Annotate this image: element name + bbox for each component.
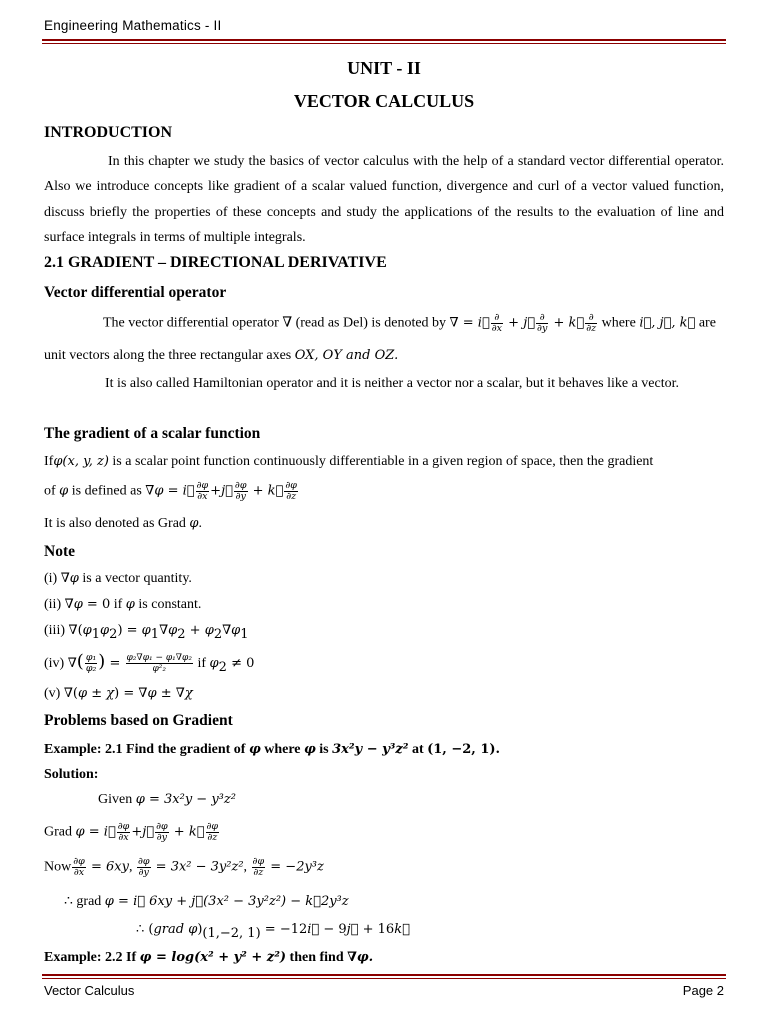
note-heading: Note [44,543,75,560]
solution-label: Solution: [44,767,99,782]
example-2-2: Example: 2.2 If φ = log(x² + y² + z²) then find ∇φ. [44,950,374,965]
chapter-title: VECTOR CALCULUS [293,91,475,111]
intro-heading: INTRODUCTION [44,124,173,141]
operator-heading: Vector differential operator [44,284,227,301]
gradient-line-1: Ifφ(x, y, z) is a scalar point function continuously differentiable in a given region of space, then the gradient [44,454,654,469]
example-2-1: Example: 2.1 Find the gradient of φ where φ is 3x²y − y³z² at (1, −2, 1). [44,742,501,757]
note-item-3: (iii) $\nabla(\varphi_1\varphi_2) = \varphi_1\nabla\varphi_2 + \varphi_2\nabla\varphi_1$ [44,623,249,642]
header-rule [42,39,726,41]
note-item-5: (v) ∇(φ ± χ) = ∇φ ± ∇χ [44,686,193,701]
footer-rule [42,974,726,976]
note-item-4: (iv) ∇( $\frac{\text{φ₁}}{\text{φ₂}}$ ) = $\frac{\text{φ₂∇φ₁ − φ₁∇φ₂}}{\text{φ²₂}}$ if $\varphi_2 \ne 0$ [44,651,255,675]
page-number: Page 2 [682,983,724,998]
unit-title: UNIT - II [347,58,421,78]
problems-heading: Problems based on Gradient [44,712,233,729]
operator-axes-line: unit vectors along the three rectangular axes OX, OY and OZ. [44,348,399,363]
gradient-heading: The gradient of a scalar function [44,425,261,442]
partials-line: Now $\frac{\partial\varphi}{\partial x}$ = 6xy, $\frac{\partial\varphi}{\partial y}$ = 3x² − 3y²z², $\frac{\partial\varphi}{\partial z}$ = −2y³z [44,856,324,878]
operator-definition-line: The vector differential operator ∇ (read as Del) is denoted by ∇ = i⃗ $\frac{\partial}{\partial x}$ + j⃗ $\frac{\partial}{\partial y}$ + k⃗ $\frac{\partial}{\partial z}$ where i⃗, j⃗, k⃗ are [103,312,716,334]
running-header: Engineering Mathematics - II [44,18,222,33]
grad-at-point-line: ∴ (grad $\varphi)_{(1,-2, 1)}$ = −12i⃗ − 9j⃗ + 16k⃗ [136,922,410,941]
grad-definition-line: Grad φ = i⃗ $\frac{\partial\varphi}{\partial x}$ +j⃗ $\frac{\partial\varphi}{\partial y}$ + k⃗ $\frac{\partial\varphi}{\partial z}$ [44,821,219,843]
header-rule-thin [42,43,726,44]
intro-paragraph: In this chapter we study the basics of vector calculus with the help of a standard vector differential operator. Also we introduce concepts like gradient of a scalar valued function, divergence and curl of a vector valued function, discuss briefly the properties of these concepts and study the applications of the results to the evaluation of line and surface integrals in terms of multiple integrals. [44,154,724,245]
note-item-2: (ii) ∇φ = 0 if φ is constant. [44,597,202,612]
footer-left: Vector Calculus [44,983,135,998]
note-item-1: (i) ∇φ is a vector quantity. [44,571,192,586]
operator-hamiltonian: It is also called Hamiltonian operator and it is neither a vector nor a scalar, but it behaves like a vector. [105,376,680,391]
footer-rule-thin [42,978,726,979]
gradient-line-2: of φ is defined as ∇φ = i⃗ $\frac{\partial\varphi}{\partial x}$ +j⃗ $\frac{\partial\varphi}{\partial y}$ + k⃗ $\frac{\partial\varphi}{\partial z}$ [44,480,297,502]
section-heading: 2.1 GRADIENT – DIRECTIONAL DERIVATIVE [44,254,387,271]
grad-result-line: ∴ grad φ = i⃗ 6xy + j⃗(3x² − 3y²z²) − k⃗2y³z [64,894,349,909]
gradient-line-3: It is also denoted as Grad φ. [44,516,203,531]
given-line: Given φ = 3x²y − y³z² [98,792,236,807]
